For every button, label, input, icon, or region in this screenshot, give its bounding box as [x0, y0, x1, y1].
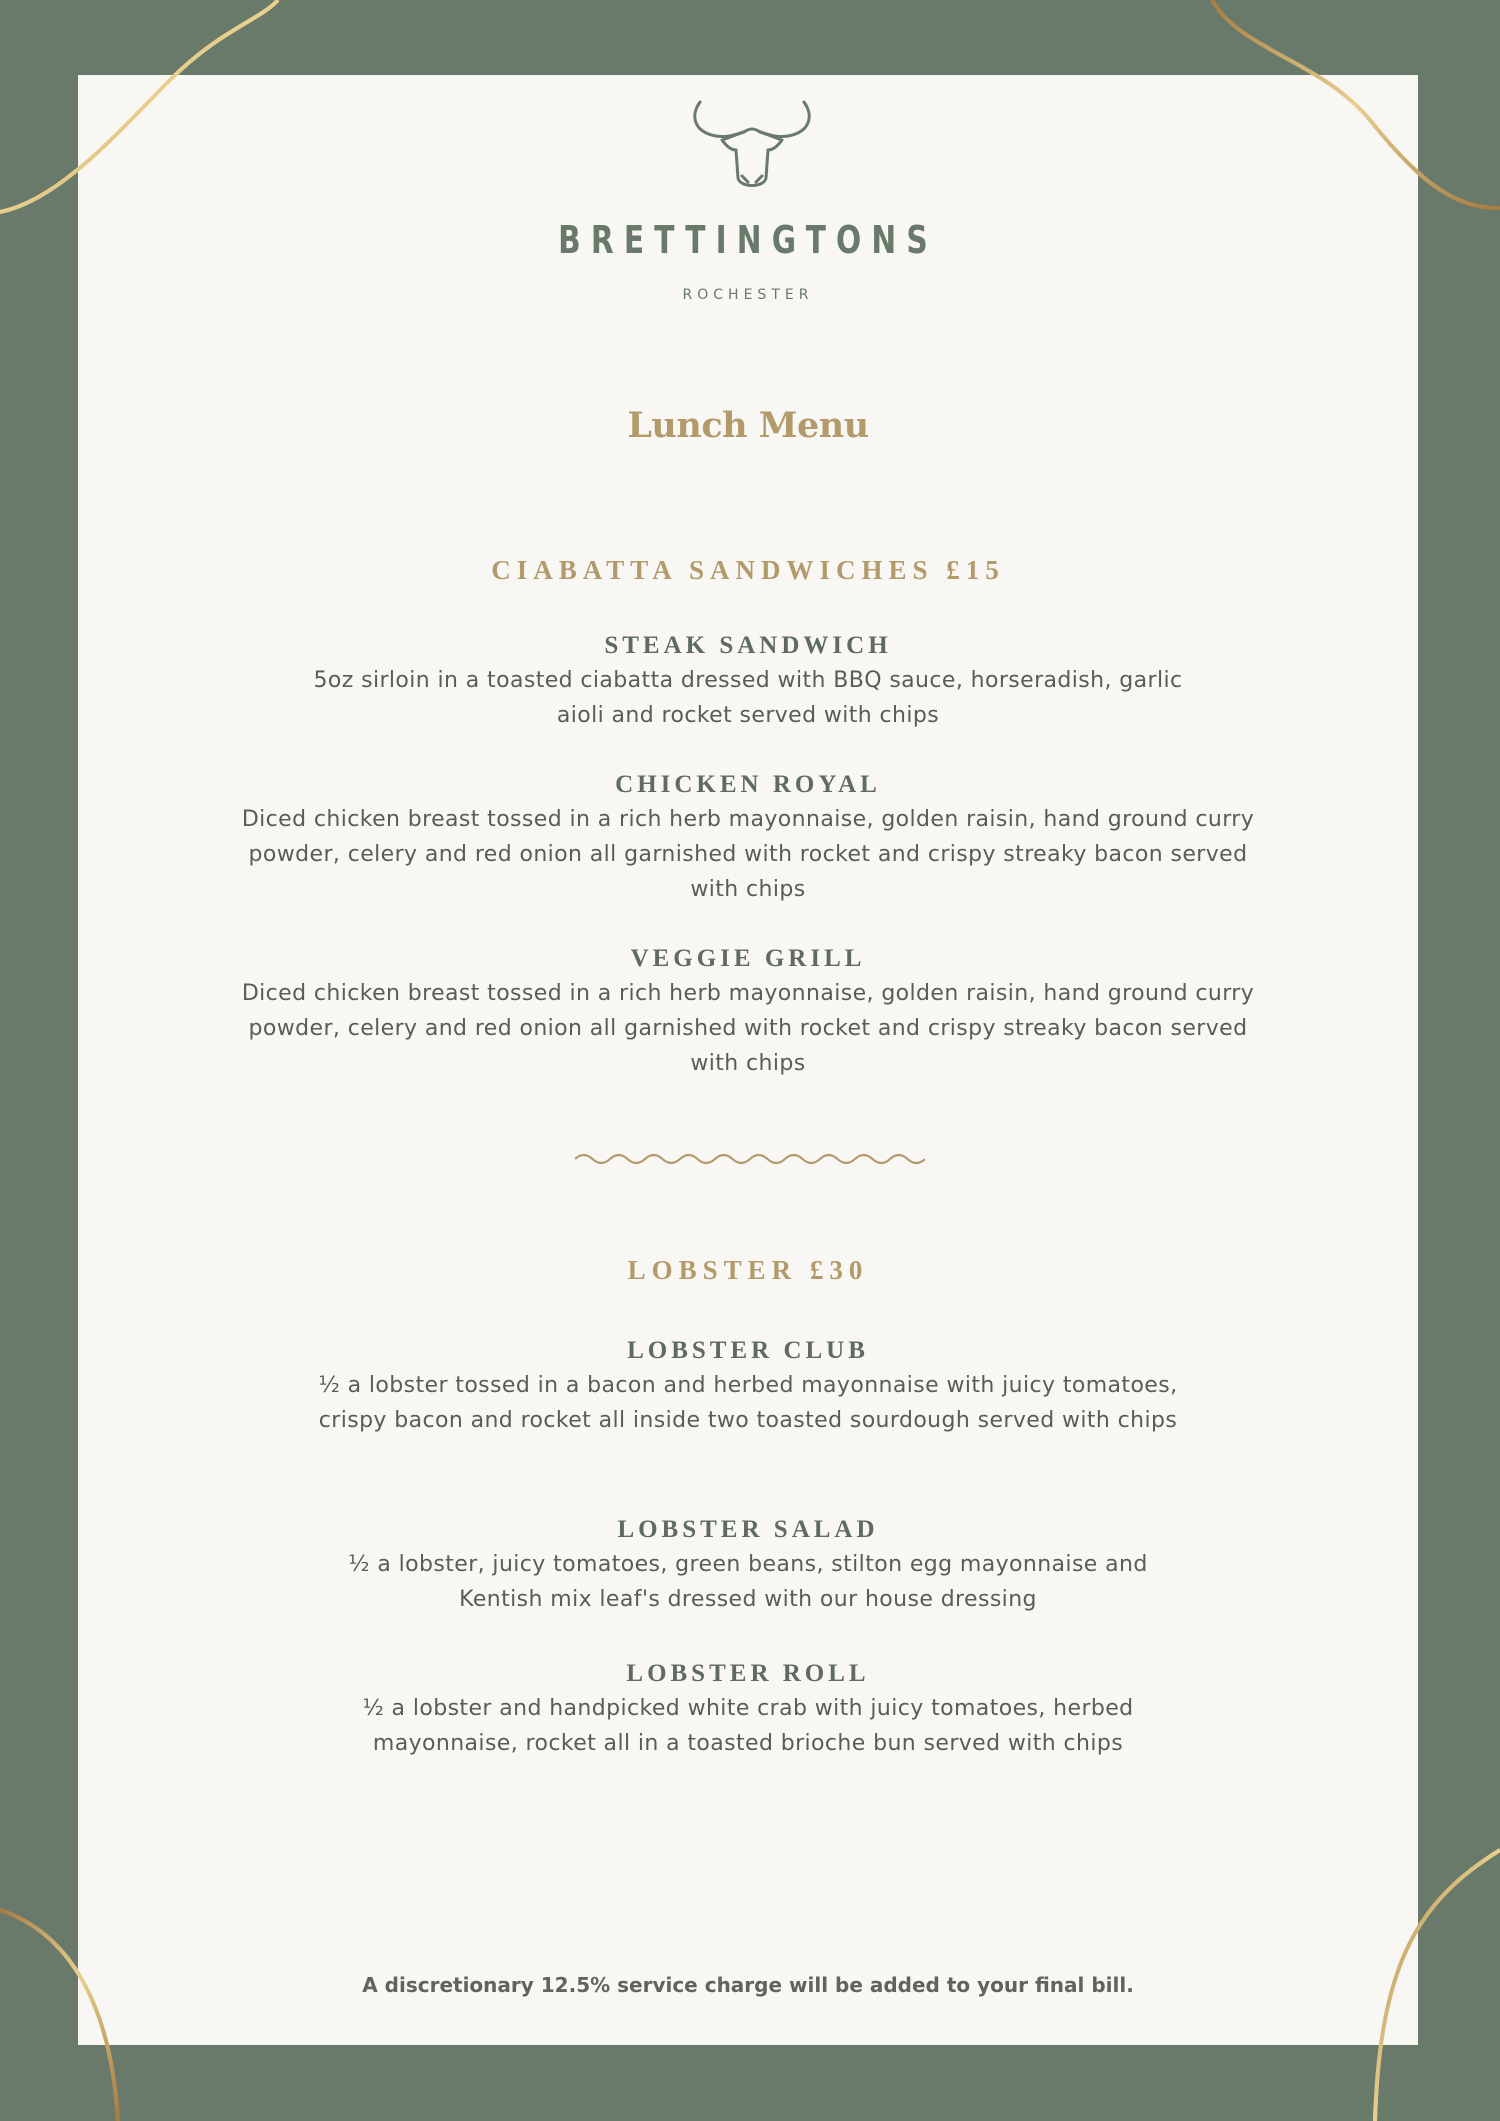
item-name: LOBSTER SALAD [617, 1516, 879, 1543]
brand-name: BRETTINGTONS [558, 218, 938, 262]
service-charge-note: A discretionary 12.5% service charge will be added to your final bill. [362, 1973, 1134, 1997]
section-title-ciabatta: CIABATTA SANDWICHES £15 [491, 555, 1005, 585]
brand-location: ROCHESTER [682, 287, 814, 303]
item-name: LOBSTER ROLL [626, 1660, 870, 1687]
menu-item [218, 1656, 1278, 1761]
menu-item [218, 628, 1278, 733]
menu-item [218, 1512, 1278, 1617]
item-description: Diced chicken breast tossed in a rich herb mayonnaise, golden raisin, hand ground curry powder, celery and red onion all garnished with rocket and crispy streaky bacon served with chips [241, 807, 1255, 902]
item-name: STEAK SANDWICH [604, 632, 892, 659]
item-name: LOBSTER CLUB [627, 1337, 869, 1364]
item-description: 5oz sirloin in a toasted ciabatta dressed with BBQ sauce, horseradish, garlic aioli and rocket served with chips [313, 668, 1183, 728]
item-description: ½ a lobster, juicy tomatoes, green beans, stilton egg mayonnaise and Kentish mix leaf's dressed with our house dressing [348, 1552, 1148, 1612]
item-description: ½ a lobster and handpicked white crab with juicy tomatoes, herbed mayonnaise, rocket all in a toasted brioche bun served with chips [362, 1696, 1134, 1756]
item-name: VEGGIE GRILL [630, 945, 866, 972]
menu-card [78, 75, 1418, 2045]
menu-title: Lunch Menu [627, 405, 869, 446]
menu-item [218, 767, 1278, 907]
wavy-divider [575, 1149, 925, 1169]
bull-head-icon [688, 98, 816, 193]
menu-item [218, 941, 1278, 1081]
item-description: Diced chicken breast tossed in a rich herb mayonnaise, golden raisin, hand ground curry powder, celery and red onion all garnished with rocket and crispy streaky bacon served with chips [241, 981, 1255, 1076]
menu-item [218, 1333, 1278, 1438]
item-name: CHICKEN ROYAL [615, 771, 881, 798]
section-title-lobster: LOBSTER £30 [627, 1255, 869, 1285]
item-description: ½ a lobster tossed in a bacon and herbed mayonnaise with juicy tomatoes, crispy bacon and rocket all inside two toasted sourdough served with chips [318, 1373, 1178, 1433]
